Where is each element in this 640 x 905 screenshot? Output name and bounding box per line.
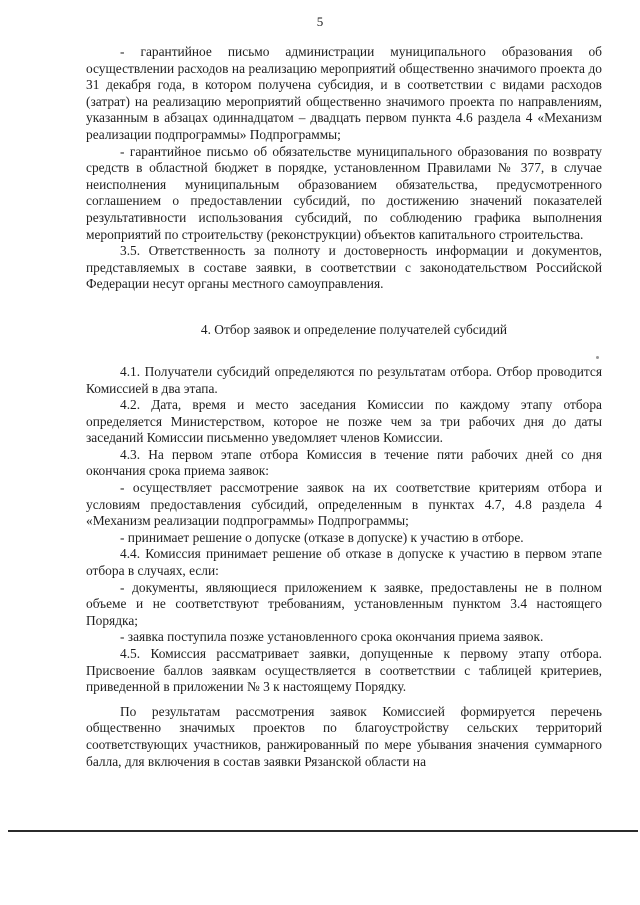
paragraph-4-1: 4.1. Получатели субсидий определяются по результатам отбора. Отбор проводится Комиссией в два этапа. — [86, 363, 602, 396]
paragraph-results: По результатам рассмотрения заявок Комиссией формируется перечень общественно значимых проектов по благоустройству сельских территорий соответствующих участников, ранжированный по мере убывания значения суммарного балла, для включения в состав заявки Рязанской области на — [86, 703, 602, 769]
document-body — [86, 44, 602, 770]
scan-speck — [596, 356, 599, 359]
paragraph-4-2: 4.2. Дата, время и место заседания Комиссии по каждому этапу отбора определяется Министерством, которое не позже чем за три рабочих дня до даты заседаний Комиссии письменно уведомляет членов Комиссии. — [86, 397, 602, 446]
section-heading: 4. Отбор заявок и определение получателей субсидий — [200, 321, 508, 337]
list-item: - документы, являющиеся приложением к заявке, предоставлены не в полном объеме и не соответствуют требованиям, установленным пунктом 3.4 настоящего Порядка; — [86, 579, 602, 628]
paragraph-4-5: 4.5. Комиссия рассматривает заявки, допущенные к первому этапу отбора. Присвоение баллов заявкам осуществляется в соответствии с таблицей критериев, приведенной в приложении № 3 к настоящему Порядку. — [86, 646, 602, 695]
paragraph-guarantee-letter-refund: - гарантийное письмо об обязательстве муниципального образования по возврату средств в областной бюджет в порядке, установленном Правилами № 377, в случае неисполнения муниципальным образованием обязательства, предусмотренного соглашением о предоставлении субсидий, по достижению значений показателей результативности использования субсидий, по соблюдению графика выполнения мероприятий по строительству (реконструкции) объектов капитального строительства. — [86, 143, 602, 242]
paragraph-4-4: 4.4. Комиссия принимает решение об отказе в допуске к участию в первом этапе отбора в случаях, если: — [86, 546, 602, 579]
page-number: 5 — [316, 14, 324, 29]
page-bottom-rule — [8, 830, 638, 832]
paragraph-3-5: 3.5. Ответственность за полноту и достоверность информации и документов, представляемых в составе заявки, в соответствии с законодательством Российской Федерации несут органы местного самоуправления. — [86, 243, 602, 292]
paragraph-guarantee-letter-expenses: - гарантийное письмо администрации муниципального образования об осуществлении расходов на реализацию мероприятий общественно значимого проекта до 31 декабря года, в котором получена субсидия, и в соответствии с видами расходов (затрат) на реализацию мероприятий общественно значимого проекта по направлениям, указанным в абзацах одиннадцатом – двадцать первом пункта 4.6 раздела 4 «Механизм реализации подпрограммы» Подпрограммы; — [86, 44, 602, 142]
list-item: - заявка поступила позже установленного срока окончания приема заявок. — [120, 629, 544, 645]
list-item: - принимает решение о допуске (отказе в допуске) к участию в отборе. — [120, 529, 524, 545]
paragraph-4-3: 4.3. На первом этапе отбора Комиссия в течение пяти рабочих дней со дня окончания срока приема заявок: — [86, 446, 602, 479]
list-item: - осуществляет рассмотрение заявок на их соответствие критериям отбора и условиям предоставления субсидий, определенным в пунктах 4.7, 4.8 раздела 4 «Механизм реализации подпрограммы» Подпрограммы; — [86, 480, 602, 529]
